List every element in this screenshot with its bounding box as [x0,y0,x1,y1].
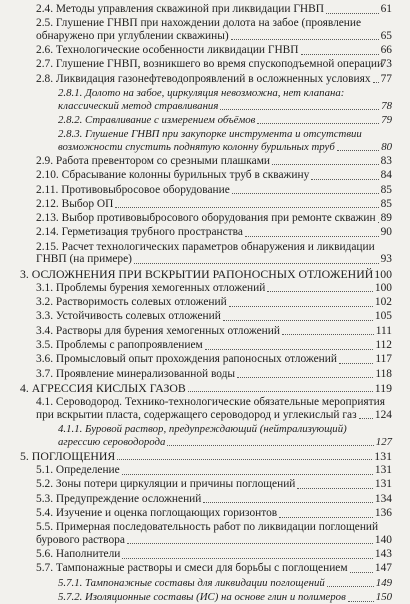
toc-entry-page: 85 [380,197,392,210]
dot-leader [297,488,373,489]
dot-leader [267,291,373,292]
dot-leader [350,572,373,573]
toc-entry-page: 102 [374,296,392,309]
toc-entry-page: 112 [375,339,392,351]
dot-leader [279,517,373,518]
toc-entry-title: 2.10. Сбрасывание колонны бурильных труб в скважину [36,169,310,182]
dot-leader [203,502,373,503]
toc-entry-title: ГНВП (на примере) [36,253,132,266]
toc-entry-title: 3.6. Промысловый опыт прохождения рапоносных отложений [36,353,337,366]
dot-leader [115,207,378,208]
toc-entry-page: 131 [374,478,392,491]
toc-entry-title: 5. ПОГЛОЩЕНИЯ [20,448,116,463]
dot-leader [339,363,373,364]
dot-leader [220,109,379,110]
toc-entry-page: 83 [380,154,392,167]
toc-entry [0,423,392,448]
toc-entry [0,17,392,42]
dot-leader [282,334,374,335]
toc-entry-page: 150 [375,591,392,603]
toc-entry-page: 78 [381,99,392,112]
toc-entry [0,339,392,352]
dot-leader [188,391,373,392]
toc-entry [0,198,392,211]
toc-entry-title: 2.12. Выбор ОП [36,197,114,210]
toc-entry-title: 3.3. Устойчивость солевых отложений [36,310,221,323]
toc-entry [0,310,392,323]
toc-entry-page: 143 [374,548,392,561]
toc-entry-page: 100 [374,266,392,281]
dot-leader [231,39,379,40]
toc-entry [0,87,392,112]
toc-entry [0,184,392,197]
toc-entry-title: 5.4. Изучение и оценка поглощающих горизонтов [36,507,278,519]
dot-leader [311,179,378,180]
toc-entry [0,73,392,86]
toc-entry [0,368,392,381]
toc-entry-title: 2.5. Глушение ГНВП при нахождении долота на забое (проявление [36,17,362,30]
toc-entry-title: 3.7. Проявление минерализованной воды [36,367,236,380]
toc-entry-title: 2.4. Методы управления скважиной при ликвидации ГНВП [36,3,324,15]
toc-entry-page: 66 [380,44,392,57]
dot-leader [378,222,379,223]
toc-entry-title: 5.3. Предупреждение осложнений [36,492,202,505]
toc-entry-title: 2.6. Технологические особенности ликвидации ГНВП [36,44,299,57]
toc-entry-page: 119 [374,380,392,395]
toc-entry-title: 2.8.2. Стравливание с измерением объёмов [58,113,256,126]
toc-entry [0,128,392,153]
toc-entry [0,226,392,239]
toc-entry-title: при вскрытии пласта, содержащего сероводород и углекислый газ [36,408,357,421]
toc-entry-title: классический метод стравливания [58,99,219,112]
toc-entry [0,3,392,16]
toc-entry [0,396,392,421]
toc-entry [0,548,392,561]
toc-entry [0,268,392,281]
toc-entry-title: возможности спустить поднятую колонну бурильных труб [58,140,335,153]
dot-leader [245,236,379,237]
toc-entry-page: 85 [380,183,392,196]
toc-entry-title: 2.14. Герметизация трубного пространства [36,226,243,239]
toc-entry-page: 100 [374,281,392,294]
toc-entry-title: 3.2. Растворимость солевых отложений [36,296,227,309]
toc-entry-title: 2.15. Расчет технологических параметров обнаружения и ликвидации [36,240,375,253]
toc-entry-title: 2.9. Работа превентором со срезными плашками [36,154,271,167]
toc-entry-title: бурового раствора [36,533,125,546]
toc-entry-title: 5.6. Наполнители [36,548,121,561]
toc-entry-page: 73 [380,58,392,71]
toc-entry-page: 127 [375,435,392,448]
toc-entry-page: 147 [374,562,392,575]
toc-entry [0,114,392,127]
dot-leader [326,13,379,14]
toc-entry-page: 61 [380,3,392,15]
toc-entry-title: 3. ОСЛОЖНЕНИЯ ПРИ ВСКРЫТИИ РАПОНОСНЫХ ОТЛОЖЕНИЙ [20,266,374,281]
toc-entry-page: 117 [375,353,392,366]
dot-leader [117,459,372,460]
dot-leader [134,263,379,264]
dot-leader [127,543,373,544]
toc-entry-title: 2.13. Выбор противовыбросового оборудования при ремонте скважин [36,212,376,225]
toc-entry-page: 140 [374,533,392,546]
toc-entry-title: 4.1.1. Буровой раствор, предупреждающий (нейтрализующий) [58,423,347,435]
toc-entry-title: 2.8. Ликвидация газонефтеводопроявлений в осложненных условиях [36,72,371,85]
toc-entry [0,464,392,477]
toc-entry [0,521,392,546]
dot-leader [232,193,379,194]
toc-entry-page: 149 [375,576,392,589]
toc-entry-title: агрессию сероводорода [58,435,166,448]
toc-entry [0,493,392,506]
dot-leader [272,164,379,165]
toc-entry [0,296,392,309]
toc-entry [0,507,392,520]
toc-entry-page: 90 [380,226,392,239]
toc-entry-page: 89 [380,212,392,225]
toc-entry [0,44,392,57]
toc-entry-title: 4.1. Сероводород. Технико-технологические обязательные мероприятия [36,396,385,409]
toc-entry-title: 2.7. Глушение ГНВП, возникшего во время спускоподъемной операции [36,58,384,71]
toc-entry-page: 134 [374,492,392,505]
toc-entry-page: 136 [374,507,392,519]
toc-entry-title: 3.5. Проблемы с рапопроявлением [36,339,203,351]
dot-leader [373,82,379,83]
dot-leader [359,418,373,419]
toc-entry-page: 111 [375,324,392,337]
toc-entry [0,241,392,266]
toc-entry-page: 65 [380,29,392,42]
dot-leader [257,123,379,124]
toc-entry-page: 131 [374,448,392,463]
toc-entry [0,212,392,225]
toc-entry-page: 80 [381,140,392,153]
toc-entry [0,577,392,590]
toc-entry-page: 93 [380,253,392,266]
toc-entry-title: 2.8.3. Глушение ГНВП при закупорке инструмента и отсутствии [58,128,362,141]
toc-entry-title: обнаружено при углублении скважины) [36,29,229,42]
toc-entry [0,353,392,366]
dot-leader [337,150,379,151]
toc-entry [0,450,392,463]
toc-entry-title: 5.5. Примерная последовательность работ по ликвидации поглощений [36,521,379,534]
toc-entry-page: 118 [375,367,392,380]
toc-entry-title: 5.2. Зоны потери циркуляции и причины поглощений [36,478,296,491]
dot-leader [348,601,374,602]
toc-entry-title: 5.1. Определение [36,464,120,477]
toc-entry-page: 79 [381,113,392,126]
toc-entry-title: 2.11. Противовыбросовое оборудование [36,183,230,196]
toc-entry [0,562,392,575]
toc-entry [0,591,392,604]
toc-entry [0,282,392,295]
toc-entry-page: 84 [380,169,392,182]
toc-entry [0,155,392,168]
toc-entry [0,169,392,182]
toc-entry-title: 5.7. Тампонажные растворы и смеси для борьбы с поглощением [36,562,348,575]
toc-entry-title: 2.8.1. Долото на забое, циркуляция невозможна, нет клапана: [58,87,345,99]
toc-entry [0,382,392,395]
dot-leader [167,445,373,446]
toc-entry [0,478,392,491]
dot-leader [122,558,373,559]
toc-entry-page: 131 [374,464,392,477]
toc-entry [0,58,392,71]
toc-entry-page: 124 [374,408,392,421]
toc-entry [0,325,392,338]
toc-entry-title: 3.1. Проблемы бурения хемогенных отложений [36,281,266,294]
dot-leader [237,377,373,378]
toc-entry-title: 3.4. Растворы для бурения хемогенных отложений [36,324,280,337]
dot-leader [205,349,374,350]
toc-entry-page: 77 [380,72,392,85]
dot-leader [223,320,373,321]
dot-leader [301,54,379,55]
dot-leader [327,586,374,587]
toc-entry-title: 5.7.1. Тампонажные составы для ликвидации поглощений [58,576,325,589]
toc-entry-page: 105 [374,310,392,323]
toc-entry-title: 5.7.2. Изоляционные составы (ИС) на основе глин и полимеров [58,591,346,603]
dot-leader [122,474,373,475]
dot-leader [229,306,373,307]
toc-entry-title: 4. АГРЕССИЯ КИСЛЫХ ГАЗОВ [20,380,186,395]
